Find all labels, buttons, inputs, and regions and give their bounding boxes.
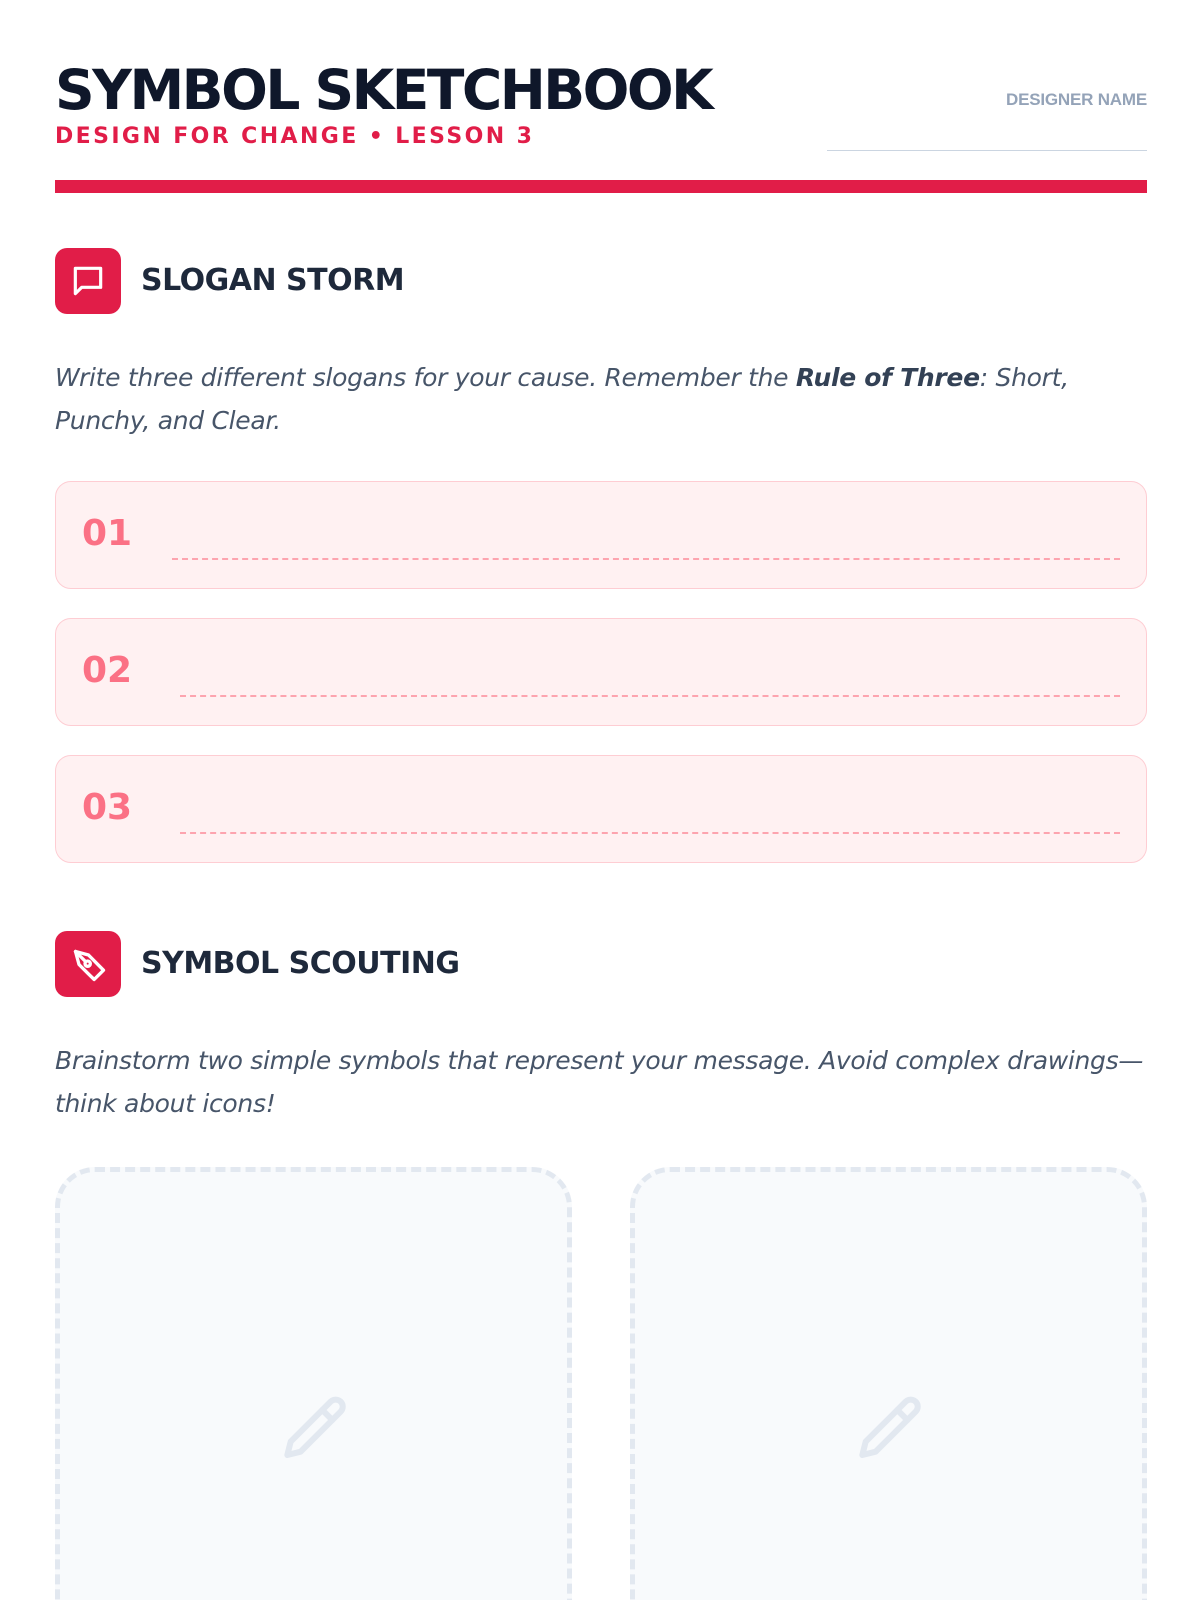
rule-of-three: Rule of Three: [795, 363, 980, 392]
pencil-icon: [274, 1390, 354, 1470]
slogan-row[interactable]: [55, 618, 1147, 726]
instruction-text-end: : Short, Punchy, and Clear.: [55, 363, 1069, 435]
slogan-number: 02: [82, 650, 133, 691]
pen-tool-icon: [55, 931, 121, 997]
slogan-write-line[interactable]: [172, 558, 1120, 560]
page-subtitle: DESIGN FOR CHANGE • LESSON 3: [55, 124, 535, 149]
slogan-number: 01: [82, 513, 133, 554]
page-header: [55, 58, 1147, 148]
slogan-write-line[interactable]: [180, 832, 1120, 834]
designer-name-field[interactable]: [827, 90, 1147, 150]
slogan-section-title: SLOGAN STORM: [141, 263, 405, 298]
slogan-write-line[interactable]: [180, 695, 1120, 697]
designer-name-label: DESIGNER NAME: [1006, 90, 1147, 109]
chat-bubble-icon: [55, 248, 121, 314]
symbol-section-header: [55, 931, 1147, 997]
instruction-text: Write three different slogans for your cause. Remember the: [55, 363, 796, 392]
slogan-number: 03: [82, 787, 133, 828]
designer-name-line[interactable]: [827, 150, 1147, 151]
page-title: SYMBOL SKETCHBOOK: [55, 58, 712, 122]
symbol-section-title: SYMBOL SCOUTING: [141, 946, 460, 981]
slogan-section-header: [55, 248, 1147, 314]
slogan-row[interactable]: [55, 481, 1147, 589]
sketch-box[interactable]: [630, 1167, 1147, 1600]
sketch-box[interactable]: [55, 1167, 572, 1600]
slogan-row[interactable]: [55, 755, 1147, 863]
slogan-instructions: [55, 356, 1147, 442]
pencil-icon: [849, 1390, 929, 1470]
symbol-instructions: Brainstorm two simple symbols that represent your message. Avoid complex drawings—think about icons!: [55, 1046, 1144, 1118]
header-divider: [55, 180, 1147, 193]
